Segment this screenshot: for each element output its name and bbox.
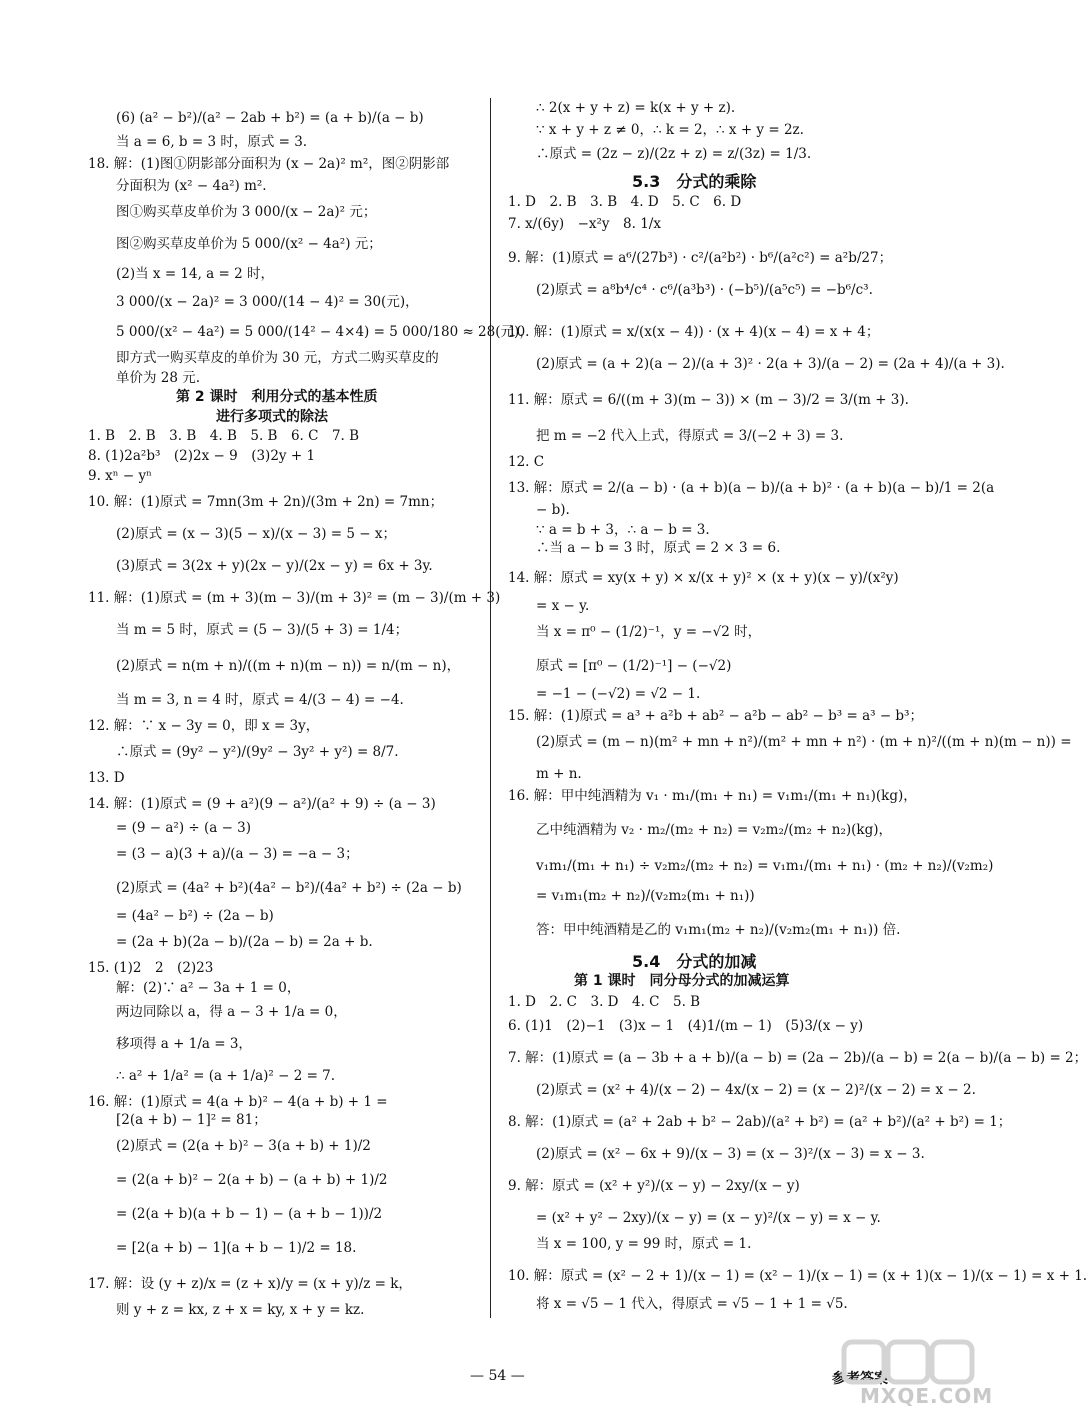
text-line: 6. (1)1 (2)−1 (3)x − 1 (4)1/(m − 1) (5)3/(x − y) <box>508 1018 864 1034</box>
text-line: 8. 解：(1)原式 = (a² + 2ab + b² − 2ab)/(a² + b²) = (a² + b²)/(a² + b²) = 1； <box>508 1114 1012 1130</box>
text-line: 两边同除以 a，得 a − 3 + 1/a = 0， <box>116 1004 347 1020</box>
text-line: 11. 解：原式 = 6/((m + 3)(m − 3)) × (m − 3)/2 = 3/(m + 3). <box>508 392 909 408</box>
text-line: 10. 解：(1)原式 = x/(x(x − 4)) · (x + 4)(x − 4) = x + 4； <box>508 324 880 340</box>
text-line: 12. 解：∵ x − 3y = 0，即 x = 3y， <box>88 718 320 734</box>
text-line: m + n. <box>536 766 582 782</box>
text-line: 17. 解：设 (y + z)/x = (z + x)/y = (x + y)/z = k， <box>88 1276 412 1292</box>
text-line: 解：(2)∵ a² − 3a + 1 = 0， <box>116 980 301 996</box>
text-line: − b). <box>536 502 570 518</box>
text-line: 1. D 2. B 3. B 4. D 5. C 6. D <box>508 194 742 210</box>
text-line: v₁m₁/(m₁ + n₁) ÷ v₂m₂/(m₂ + n₂) = v₁m₁/(m₁ + n₁) · (m₂ + n₂)/(v₂m₂) <box>536 858 994 874</box>
text-line: 5 000/(x² − 4a²) = 5 000/(14² − 4×4) = 5 000/180 ≈ 28(元)， <box>116 324 533 340</box>
section-heading: 5.3 分式的乘除 <box>632 172 757 191</box>
text-line: (2)当 x = 14, a = 2 时， <box>116 266 275 282</box>
text-line: 单价为 28 元. <box>116 370 201 386</box>
text-line: 图②购买草皮单价为 5 000/(x² − 4a²) 元； <box>116 236 382 252</box>
text-line: 答：甲中纯酒精是乙的 v₁m₁(m₂ + n₂)/(v₂m₂(m₁ + n₁)) 倍. <box>536 922 901 938</box>
text-line: (2)原式 = (x² + 4)/(x − 2) − 4x/(x − 2) = (x − 2)²/(x − 2) = x − 2. <box>536 1082 976 1098</box>
text-line: 将 x = √5 − 1 代入，得原式 = √5 − 1 + 1 = √5. <box>536 1296 848 1312</box>
text-line: (2)原式 = (2(a + b)² − 3(a + b) + 1)/2 <box>116 1138 371 1154</box>
text-line: = (2(a + b)² − 2(a + b) − (a + b) + 1)/2 <box>116 1172 388 1188</box>
text-line: (2)原式 = n(m + n)/((m + n)(m − n)) = n/(m − n)， <box>116 658 461 674</box>
text-line: 1. B 2. B 3. B 4. B 5. B 6. C 7. B <box>88 428 360 444</box>
text-line: ∴当 a − b = 3 时，原式 = 2 × 3 = 6. <box>536 540 781 556</box>
text-line: 7. x/(6y) −x²y 8. 1/x <box>508 216 661 232</box>
text-line: = (9 − a²) ÷ (a − 3) <box>116 820 252 836</box>
section-heading: 5.4 分式的加减 <box>632 952 757 971</box>
text-line: (6) (a² − b²)/(a² − 2ab + b²) = (a + b)/(a − b) <box>116 110 424 126</box>
text-line: 当 m = 5 时，原式 = (5 − 3)/(5 + 3) = 1/4； <box>116 622 409 638</box>
text-line: = −1 − (−√2) = √2 − 1. <box>536 686 701 702</box>
text-line: 14. 解：原式 = xy(x + y) × x/(x + y)² × (x + y)(x − y)/(x²y) <box>508 570 899 586</box>
text-line: = (2(a + b)(a + b − 1) − (a + b − 1))/2 <box>116 1206 383 1222</box>
text-line: 分面积为 (x² − 4a²) m². <box>116 178 267 194</box>
text-line: (2)原式 = (4a² + b²)(4a² − b²)/(4a² + b²) ÷ (2a − b) <box>116 880 462 896</box>
text-line: 10. 解：(1)原式 = 7mn(3m + 2n)/(3m + 2n) = 7mn； <box>88 494 444 510</box>
text-line: 15. (1)2 2 (2)23 <box>88 960 214 976</box>
text-line: ∵ a = b + 3，∴ a − b = 3. <box>536 522 710 538</box>
text-line: 当 a = 6, b = 3 时，原式 = 3. <box>116 134 308 150</box>
text-line: 移项得 a + 1/a = 3， <box>116 1036 252 1052</box>
text-line: 16. 解：甲中纯酒精为 v₁ · m₁/(m₁ + n₁) = v₁m₁/(m₁ + n₁)(kg)， <box>508 788 917 804</box>
text-line: (2)原式 = (m − n)(m² + mn + n²)/(m² + mn + n²) · (m + n)²/((m + n)(m − n)) = <box>536 734 1072 750</box>
text-line: ∴ a² + 1/a² = (a + 1/a)² − 2 = 7. <box>116 1068 336 1084</box>
text-line: 15. 解：(1)原式 = a³ + a²b + ab² − a²b − ab² − b³ = a³ − b³； <box>508 708 923 724</box>
footer-section-label: 参考答案 <box>832 1371 888 1387</box>
text-line: 1. D 2. C 3. D 4. C 5. B <box>508 994 701 1010</box>
text-line: 当 x = 100, y = 99 时，原式 = 1. <box>536 1236 752 1252</box>
text-line: 图①购买草皮单价为 3 000/(x − 2a)² 元； <box>116 204 377 220</box>
text-line: (2)原式 = a⁸b⁴/c⁴ · c⁶/(a³b³) · (−b⁵)/(a⁵c⁵) = −b⁶/c³. <box>536 282 873 298</box>
text-line: 8. (1)2a²b³ (2)2x − 9 (3)2y + 1 <box>88 448 316 464</box>
text-line: 10. 解：原式 = (x² − 2 + 1)/(x − 1) = (x² − 1)/(x − 1) = (x + 1)(x − 1)/(x − 1) = x + 1. <box>508 1268 1087 1284</box>
text-line: 即方式一购买草皮的单价为 30 元，方式二购买草皮的 <box>116 350 439 366</box>
text-line: 原式 = [π⁰ − (1/2)⁻¹] − (−√2) <box>536 658 732 674</box>
text-line: 3 000/(x − 2a)² = 3 000/(14 − 4)² = 30(元)， <box>116 294 419 310</box>
text-line: ∵ x + y + z ≠ 0，∴ k = 2，∴ x + y = 2z. <box>536 122 804 138</box>
text-line: ∴ 2(x + y + z) = k(x + y + z). <box>536 100 736 116</box>
text-line: = (3 − a)(3 + a)/(a − 3) = −a − 3； <box>116 846 359 862</box>
text-line: (2)原式 = (x² − 6x + 9)/(x − 3) = (x − 3)²/(x − 3) = x − 3. <box>536 1146 925 1162</box>
lesson-title: 第 1 课时 同分母分式的加减运算 <box>574 973 790 989</box>
text-line: 11. 解：(1)原式 = (m + 3)(m − 3)/(m + 3)² = (m − 3)/(m + 3) <box>88 590 501 606</box>
column-divider <box>490 98 491 1318</box>
text-line: 9. 解：原式 = (x² + y²)/(x − y) − 2xy/(x − y) <box>508 1178 800 1194</box>
text-line: 则 y + z = kx, z + x = ky, x + y = kz. <box>116 1302 365 1318</box>
text-line: 13. 解：原式 = 2/(a − b) · (a + b)(a − b)/(a + b)² · (a + b)(a − b)/1 = 2(a <box>508 480 995 496</box>
text-line: 18. 解：(1)图①阴影部分面积为 (x − 2a)² m²，图②阴影部 <box>88 156 450 172</box>
text-line: 9. 解：(1)原式 = a⁶/(27b³) · c²/(a²b²) · b⁶/(a²c²) = a²b/27； <box>508 250 893 266</box>
text-line: = [2(a + b) − 1](a + b − 1)/2 = 18. <box>116 1240 357 1256</box>
text-line: 当 x = π⁰ − (1/2)⁻¹，y = −√2 时， <box>536 624 762 640</box>
text-line: 把 m = −2 代入上式，得原式 = 3/(−2 + 3) = 3. <box>536 428 844 444</box>
text-line: (3)原式 = 3(2x + y)(2x − y)/(2x − y) = 6x + 3y. <box>116 558 433 574</box>
lesson-subtitle: 进行多项式的除法 <box>216 409 328 425</box>
text-line: = (x² + y² − 2xy)/(x − y) = (x − y)²/(x − y) = x − y. <box>536 1210 881 1226</box>
text-line: = (4a² − b²) ÷ (2a − b) <box>116 908 274 924</box>
text-line: = v₁m₁(m₂ + n₂)/(v₂m₂(m₁ + n₁)) <box>536 888 755 904</box>
text-line: 7. 解：(1)原式 = (a − 3b + a + b)/(a − b) = (2a − 2b)/(a − b) = 2(a − b)/(a − b) = 2； <box>508 1050 1087 1066</box>
text-line: (2)原式 = (x − 3)(5 − x)/(x − 3) = 5 − x； <box>116 526 396 542</box>
page-number: — 54 — <box>470 1368 525 1384</box>
text-line: ∴原式 = (2z − z)/(2z + z) = z/(3z) = 1/3. <box>536 146 812 162</box>
text-line: 9. xⁿ − yⁿ <box>88 468 152 484</box>
text-line: 乙中纯酒精为 v₂ · m₂/(m₂ + n₂) = v₂m₂/(m₂ + n₂)(kg)， <box>536 822 893 838</box>
text-line: 16. 解：(1)原式 = 4(a + b)² − 4(a + b) + 1 = <box>88 1094 388 1110</box>
text-line: (2)原式 = (a + 2)(a − 2)/(a + 3)² · 2(a + 3)/(a − 2) = (2a + 4)/(a + 3). <box>536 356 1005 372</box>
text-line: 12. C <box>508 454 545 470</box>
watermark-text: MXQE.COM <box>860 1384 994 1408</box>
text-line: ∴原式 = (9y² − y²)/(9y² − 3y² + y²) = 8/7. <box>116 744 399 760</box>
text-line: 13. D <box>88 770 125 786</box>
text-line: 当 m = 3, n = 4 时，原式 = 4/(3 − 4) = −4. <box>116 692 404 708</box>
text-line: = (2a + b)(2a − b)/(2a − b) = 2a + b. <box>116 934 373 950</box>
text-line: [2(a + b) − 1]² = 81； <box>116 1112 267 1128</box>
text-line: 14. 解：(1)原式 = (9 + a²)(9 − a²)/(a² + 9) ÷ (a − 3) <box>88 796 436 812</box>
text-line: = x − y. <box>536 598 590 614</box>
lesson-title: 第 2 课时 利用分式的基本性质 <box>176 389 378 405</box>
